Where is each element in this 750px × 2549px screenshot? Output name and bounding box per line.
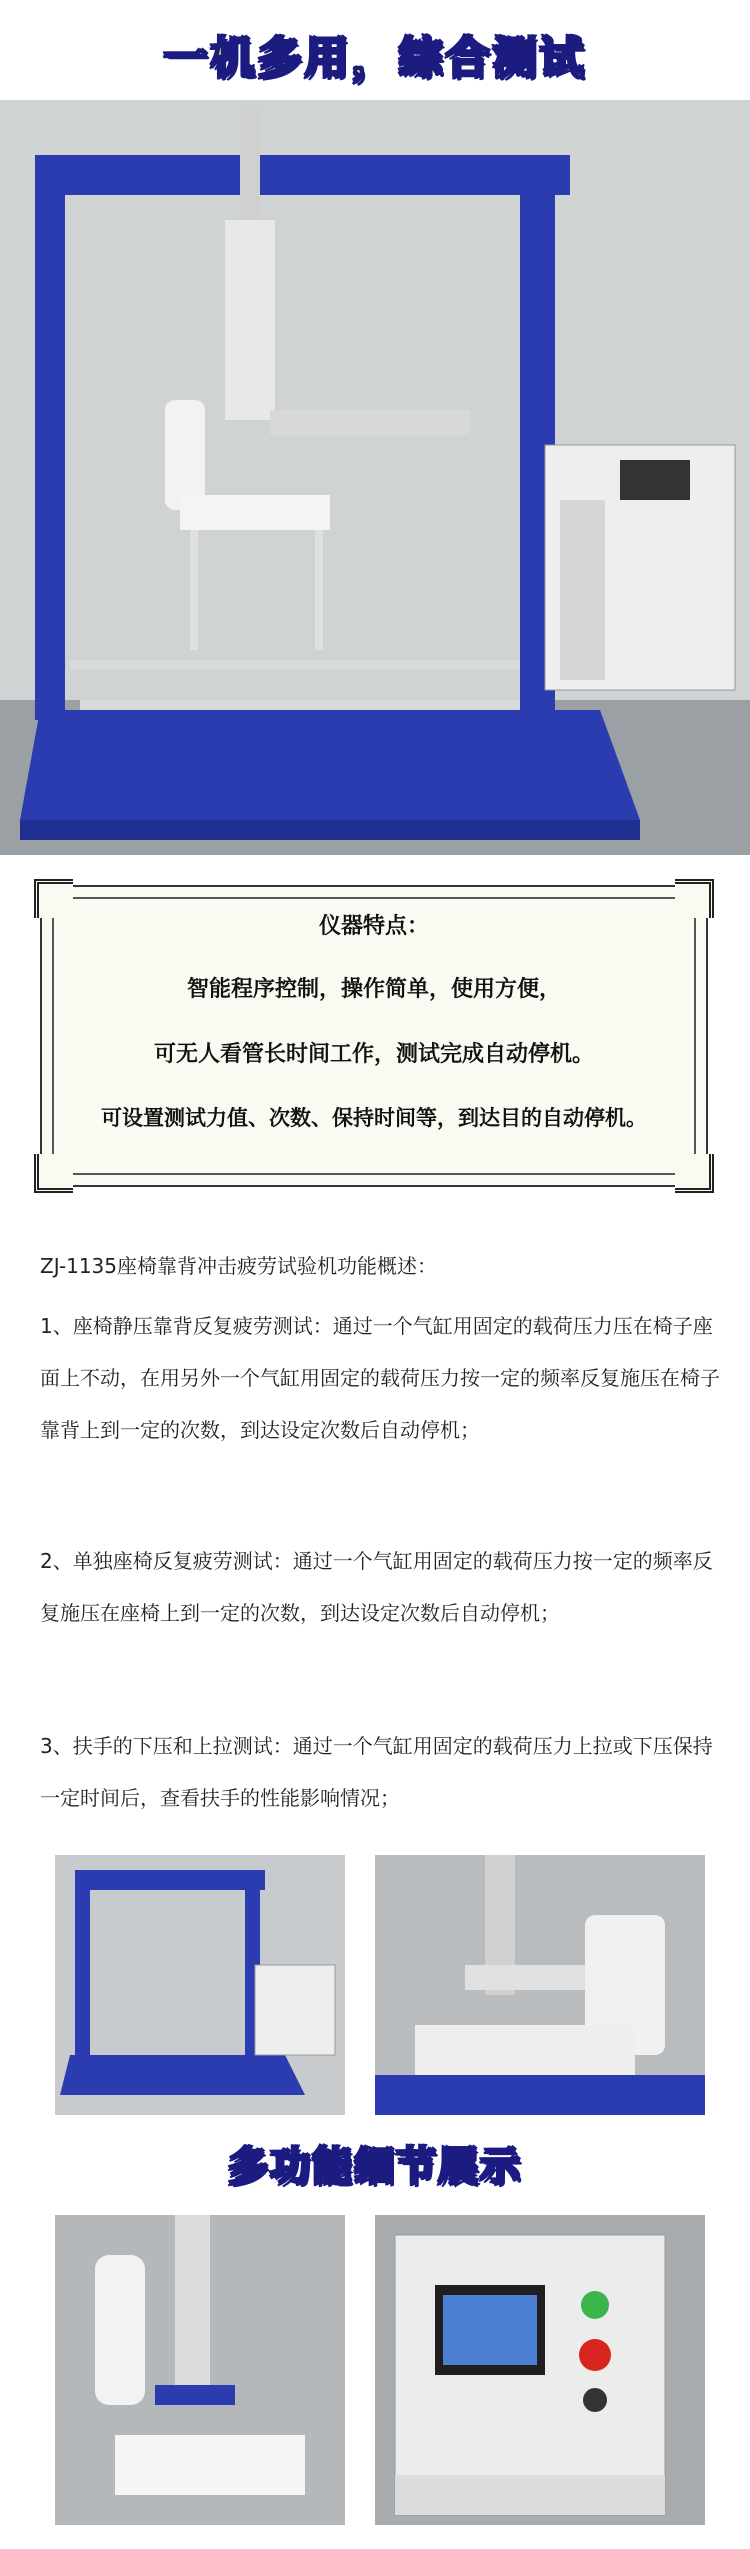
machine-illustration xyxy=(0,100,750,855)
summary-item: 1、座椅静压靠背反复疲劳测试：通过一个气缸用固定的载荷压力压在椅子座面上不动，在用另外一个气缸用固定的载荷压力按一定的频率反复施压在椅子靠背上到一定的次数，到达设定次数后自动停机； xyxy=(40,1314,720,1442)
machine-photo-side xyxy=(55,1855,345,2115)
chair-detail-photo xyxy=(55,2215,345,2525)
control-panel-illustration xyxy=(375,2215,705,2525)
machine-illustration xyxy=(55,2215,345,2525)
detail-section-heading xyxy=(0,2135,750,2192)
machine-illustration xyxy=(55,1855,345,2115)
control-panel-photo xyxy=(375,2215,705,2525)
features-title: 仪器特点： xyxy=(318,914,429,939)
summary-item: 3、扶手的下压和上拉测试：通过一个气缸用固定的载荷压力上拉或下压保持一定时间后，查看扶手的性能影响情况； xyxy=(40,1734,713,1810)
summary-item: 2、单独座椅反复疲劳测试：通过一个气缸用固定的载荷压力按一定的频率反复施压在座椅上到一定的次数，到达设定次数后自动停机； xyxy=(40,1549,713,1625)
detail-section-title: 多功能细节展示 xyxy=(228,2144,522,2190)
armrest-test-photo xyxy=(375,1855,705,2115)
machine-illustration xyxy=(375,1855,705,2115)
feature-line: 可设置测试力值、次数、保持时间等，到达目的自动停机。 xyxy=(101,1106,647,1130)
header-banner xyxy=(0,22,750,92)
corner-ornament xyxy=(675,1154,714,1193)
summary-title: ZJ-1135座椅靠背冲击疲劳试验机功能概述： xyxy=(40,1254,438,1278)
header-title: 一机多用，综合测试 xyxy=(163,33,587,84)
feature-line: 可无人看管长时间工作，测试完成自动停机。 xyxy=(153,1042,594,1067)
features-panel xyxy=(40,885,708,1187)
corner-ornament xyxy=(34,1154,73,1193)
machine-photo-main xyxy=(0,100,750,855)
feature-line: 智能程序控制，操作简单，使用方便， xyxy=(186,977,561,1002)
